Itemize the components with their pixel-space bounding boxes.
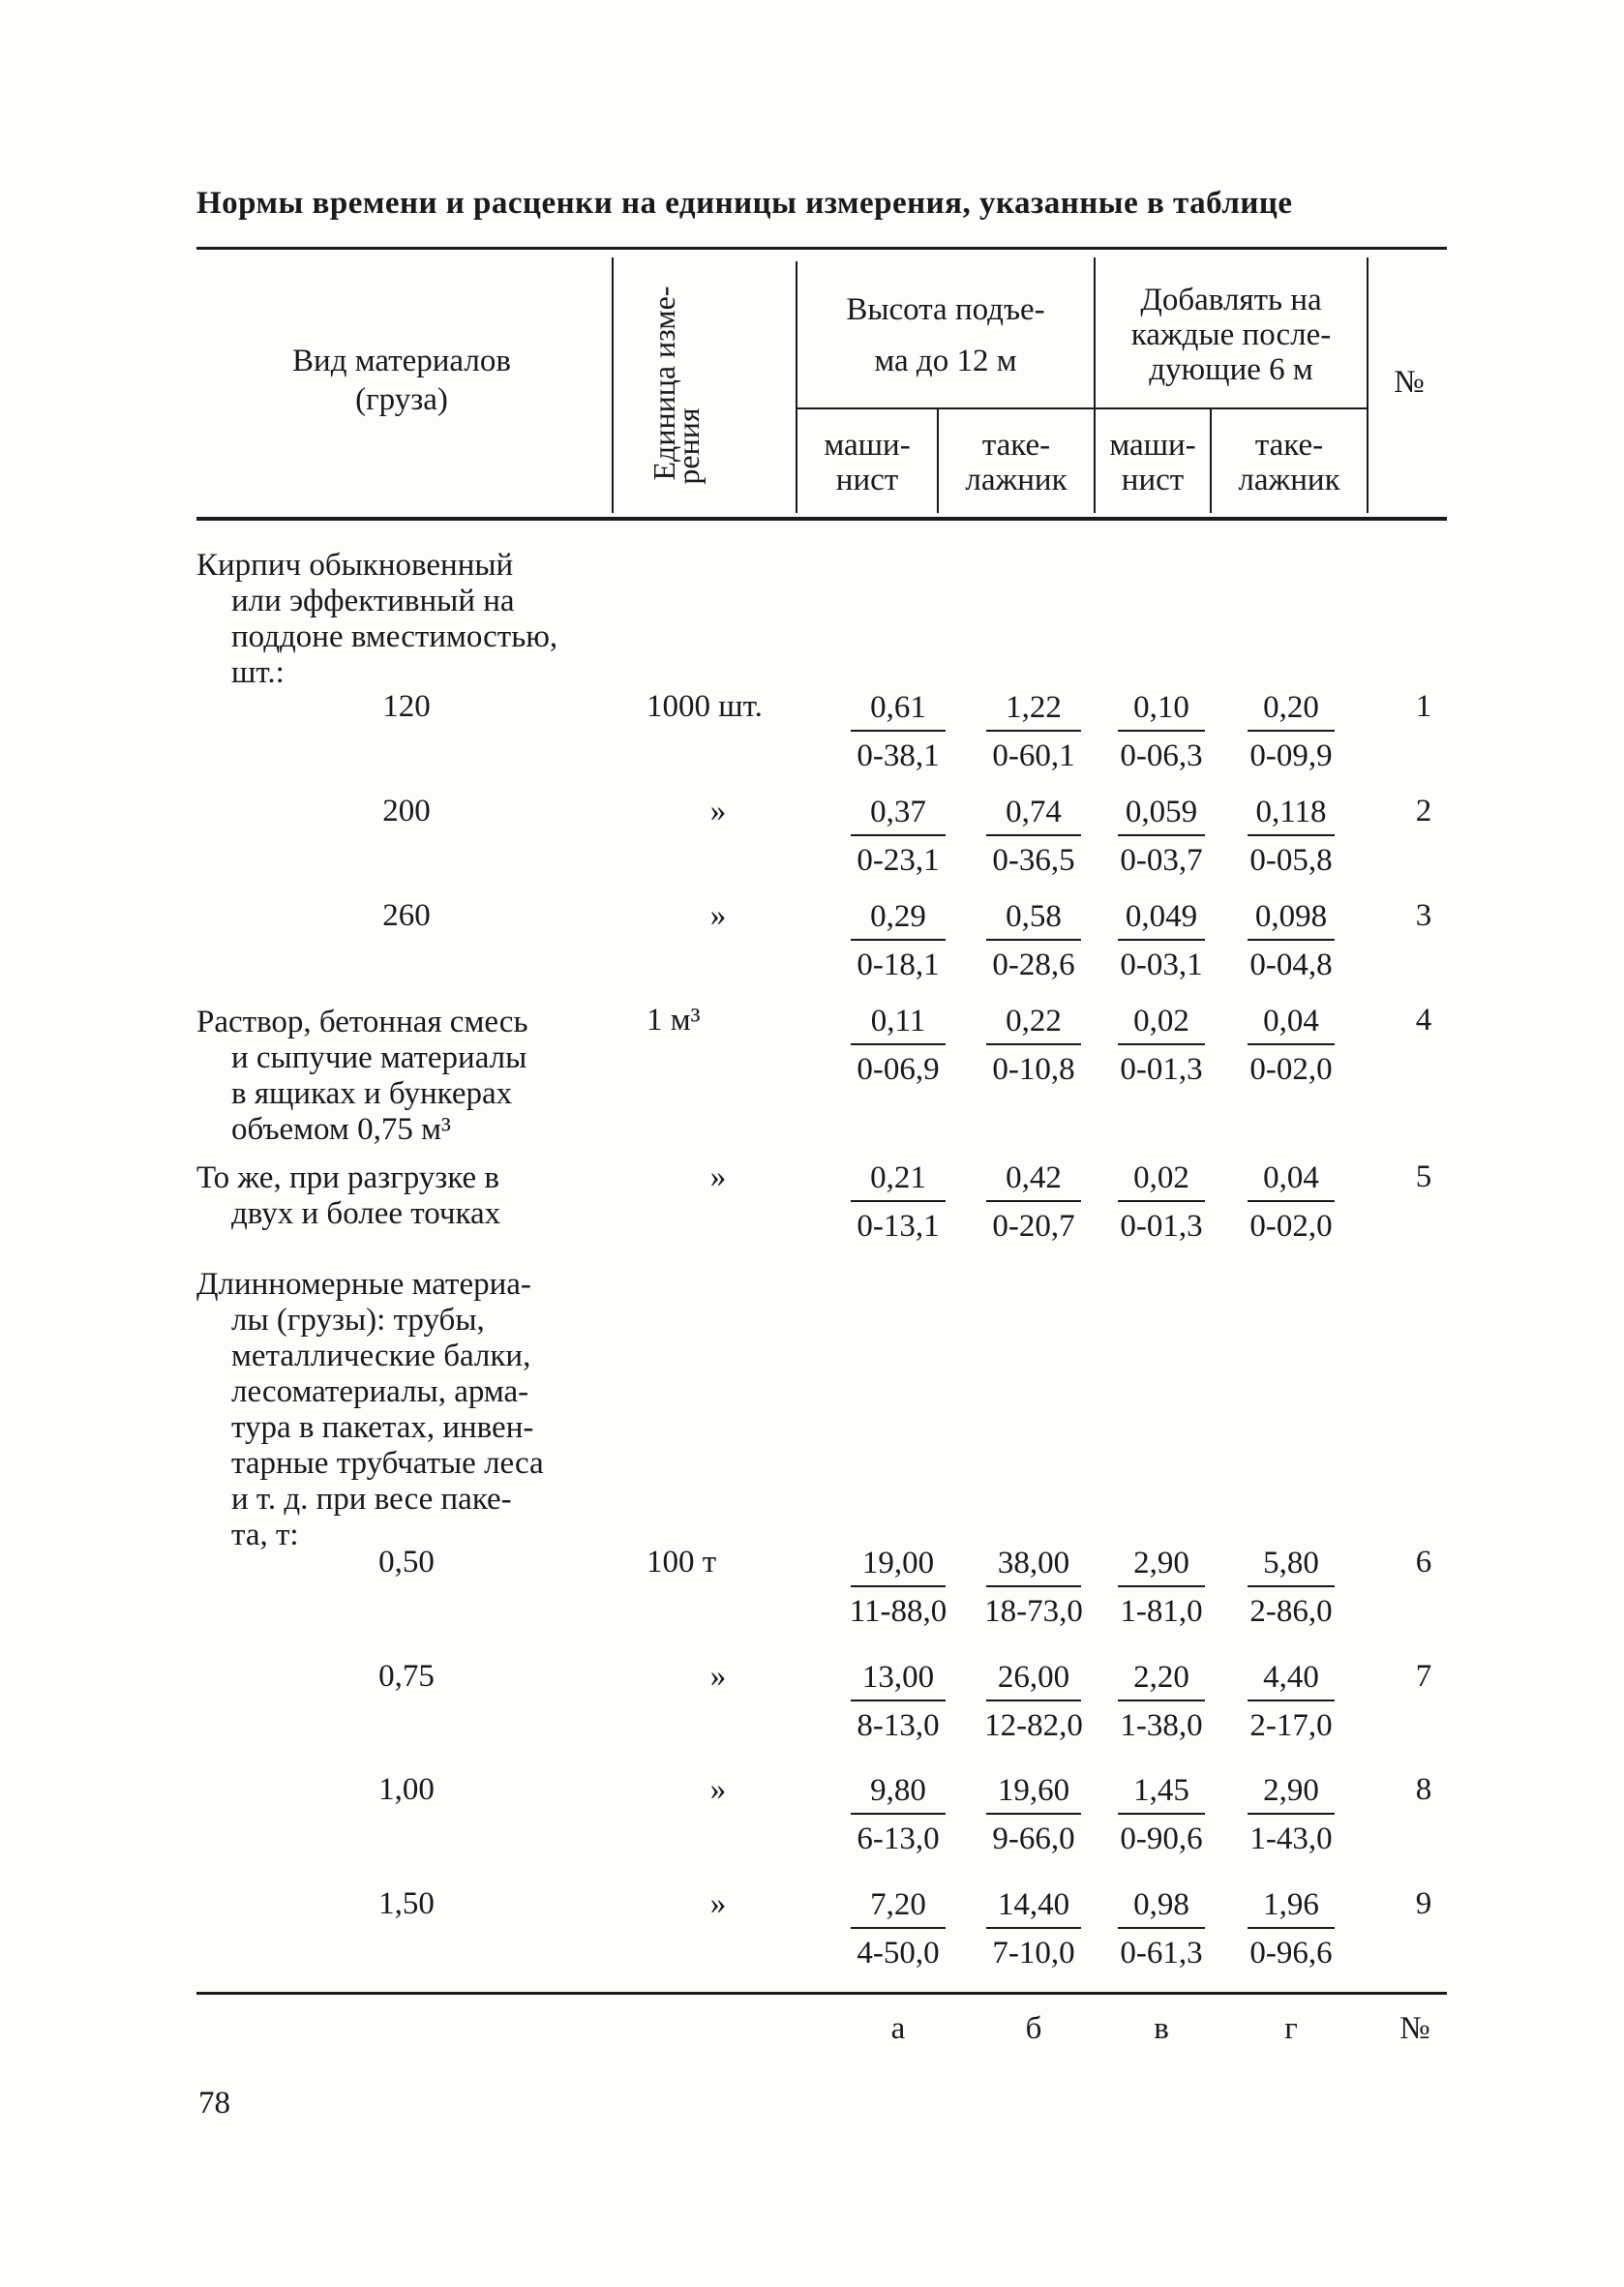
price-rate: 0-60,1: [992, 738, 1075, 773]
price-rate: 2-17,0: [1249, 1708, 1333, 1743]
footer-col-c: в: [1154, 2011, 1169, 2046]
time-norm: 0,58: [1006, 899, 1062, 934]
price-rate: 8-13,0: [857, 1708, 940, 1743]
fraction-a: [830, 1768, 966, 1859]
fraction-d: [1223, 790, 1359, 881]
row-subvalue: 0,50: [378, 1545, 435, 1580]
price-rate: 0-38,1: [857, 738, 940, 773]
col-divider: [612, 257, 614, 513]
fraction-a: [830, 894, 966, 985]
fraction-d: [1223, 685, 1359, 776]
row-unit: »: [709, 794, 727, 828]
price-rate: 0-05,8: [1249, 843, 1333, 878]
price-rate: 18-73,0: [984, 1594, 1083, 1629]
fraction-d: [1223, 1882, 1359, 1973]
group-label-brick: Кирпич обыкновенный или эффективный на поддоне вместимостью, шт.:: [196, 548, 558, 690]
time-norm: 0,22: [1006, 1004, 1062, 1038]
row-number: 5: [1415, 1159, 1432, 1194]
time-norm: 1,22: [1006, 690, 1062, 725]
price-rate: 1-81,0: [1120, 1594, 1203, 1629]
fraction-c: [1094, 1882, 1229, 1973]
price-rate: 0-02,0: [1249, 1052, 1333, 1087]
price-rate: 0-28,6: [992, 948, 1075, 982]
price-rate: 9-66,0: [992, 1821, 1075, 1856]
price-rate: 0-03,7: [1120, 843, 1203, 878]
fraction-c: [1094, 1768, 1229, 1859]
fraction-a: [830, 1156, 966, 1247]
row-number: 7: [1415, 1659, 1432, 1694]
header-material: Вид материалов (груза): [292, 344, 511, 417]
header-bottom-rule: [196, 517, 1447, 521]
price-rate: 0-20,7: [992, 1209, 1075, 1244]
header-machinist-a: маши- нист: [824, 428, 911, 497]
row-number: 6: [1415, 1545, 1432, 1580]
price-rate: 0-01,3: [1120, 1052, 1203, 1087]
price-rate: 0-01,3: [1120, 1209, 1203, 1244]
header-height: Высота подъе- ма до 12 м: [846, 292, 1045, 378]
fraction-a: [830, 1541, 966, 1632]
header-add: Добавлять на каждые после- дующие 6 м: [1130, 283, 1332, 387]
time-norm: 0,02: [1133, 1160, 1189, 1195]
fraction-d: [1223, 999, 1359, 1090]
time-norm: 7,20: [870, 1887, 926, 1922]
row-unit: »: [709, 1159, 727, 1194]
time-norm: 0,29: [870, 899, 926, 934]
time-norm: 0,20: [1263, 690, 1319, 725]
fraction-c: [1094, 894, 1229, 985]
fraction-d: [1223, 1655, 1359, 1746]
time-norm: 0,04: [1263, 1160, 1319, 1195]
price-rate: 6-13,0: [857, 1821, 940, 1856]
time-norm: 1,45: [1133, 1773, 1189, 1808]
price-rate: 0-18,1: [857, 948, 940, 982]
fraction-b: [966, 999, 1101, 1090]
table-bottom-rule: [196, 1992, 1447, 1995]
fraction-c: [1094, 685, 1229, 776]
time-norm: 2,20: [1133, 1660, 1189, 1695]
price-rate: 0-06,3: [1120, 738, 1203, 773]
fraction-d: [1223, 1768, 1359, 1859]
time-norm: 4,40: [1263, 1660, 1319, 1695]
fraction-c: [1094, 790, 1229, 881]
col-divider: [1367, 257, 1368, 513]
header-top-rule: [196, 247, 1447, 250]
fraction-c: [1094, 1655, 1229, 1746]
time-norm: 0,118: [1255, 795, 1327, 829]
time-norm: 9,80: [870, 1773, 926, 1808]
header-rigger-b: таке- лажник: [965, 428, 1068, 497]
time-norm: 5,80: [1263, 1546, 1319, 1580]
time-norm: 0,059: [1125, 795, 1198, 829]
fraction-b: [966, 1655, 1101, 1746]
fraction-b: [966, 894, 1101, 985]
row-number: 9: [1415, 1886, 1432, 1921]
fraction-a: [830, 790, 966, 881]
col-divider: [796, 261, 797, 513]
fraction-c: [1094, 999, 1229, 1090]
row-unit: 1000 шт.: [647, 689, 763, 724]
time-norm: 0,21: [870, 1160, 926, 1195]
price-rate: 0-36,5: [992, 843, 1075, 878]
price-rate: 0-02,0: [1249, 1209, 1333, 1244]
price-rate: 1-43,0: [1249, 1821, 1333, 1856]
price-rate: 4-50,0: [857, 1936, 940, 1971]
time-norm: 0,02: [1133, 1004, 1189, 1038]
time-norm: 2,90: [1133, 1546, 1189, 1580]
time-norm: 26,00: [997, 1660, 1070, 1695]
price-rate: 0-09,9: [1249, 738, 1333, 773]
price-rate: 0-96,6: [1249, 1936, 1333, 1971]
price-rate: 0-23,1: [857, 843, 940, 878]
fraction-a: [830, 999, 966, 1090]
group-label-mortar: Раствор, бетонная смесь и сыпучие материалы в ящиках и бункерах объемом 0,75 м³: [196, 1005, 528, 1147]
fraction-a: [830, 685, 966, 776]
row-unit: 100 т: [647, 1545, 717, 1580]
row-number: 2: [1415, 794, 1432, 828]
fraction-b: [966, 790, 1101, 881]
fraction-c: [1094, 1541, 1229, 1632]
fraction-d: [1223, 1541, 1359, 1632]
time-norm: 0,098: [1254, 899, 1328, 934]
price-rate: 0-10,8: [992, 1052, 1075, 1087]
row-unit: »: [709, 898, 727, 933]
price-rate: 11-88,0: [849, 1594, 947, 1629]
row-number: 1: [1415, 689, 1432, 724]
row-subvalue: 1,00: [378, 1772, 435, 1807]
row-subvalue: 260: [382, 898, 431, 933]
footer-col-no: №: [1399, 2011, 1430, 2046]
header-unit-line1: Единица изме-: [647, 286, 681, 481]
price-rate: 1-38,0: [1120, 1708, 1203, 1743]
sub-header-rule: [1096, 407, 1367, 409]
header-rigger-d: таке- лажник: [1238, 428, 1340, 497]
page-number: 78: [198, 2086, 230, 2121]
time-norm: 0,37: [870, 795, 926, 829]
fraction-c: [1094, 1156, 1229, 1247]
fraction-b: [966, 685, 1101, 776]
row-subvalue: 120: [382, 689, 431, 724]
fraction-b: [966, 1156, 1101, 1247]
time-norm: 19,00: [861, 1546, 935, 1580]
row-number: 8: [1415, 1772, 1432, 1807]
row-number: 3: [1415, 898, 1432, 933]
time-norm: 0,42: [1006, 1160, 1062, 1195]
fraction-d: [1223, 894, 1359, 985]
price-rate: 7-10,0: [992, 1936, 1075, 1971]
row-unit: »: [709, 1659, 727, 1694]
fraction-b: [966, 1541, 1101, 1632]
footer-col-b: б: [1025, 2011, 1042, 2046]
fraction-b: [966, 1768, 1101, 1859]
page-title: Нормы времени и расценки на единицы измерения, указанные в таблице: [196, 186, 1293, 221]
header-machinist-c: маши- нист: [1109, 428, 1196, 497]
time-norm: 0,04: [1263, 1004, 1319, 1038]
row-subvalue: 0,75: [378, 1659, 435, 1694]
fraction-a: [830, 1655, 966, 1746]
time-norm: 19,60: [997, 1773, 1070, 1808]
price-rate: 0-13,1: [857, 1209, 940, 1244]
footer-col-d: г: [1284, 2011, 1298, 2046]
fraction-b: [966, 1882, 1101, 1973]
group-label-same: То же, при разгрузке в двух и более точках: [196, 1160, 501, 1231]
price-rate: 0-03,1: [1120, 948, 1203, 982]
row-unit: »: [709, 1772, 727, 1807]
row-unit: 1 м³: [647, 1003, 701, 1038]
price-rate: 2-86,0: [1249, 1594, 1333, 1629]
time-norm: 14,40: [997, 1887, 1070, 1922]
time-norm: 0,74: [1006, 795, 1062, 829]
price-rate: 12-82,0: [984, 1708, 1083, 1743]
fraction-a: [830, 1882, 966, 1973]
header-unit-line2: рения: [671, 407, 706, 485]
row-subvalue: 1,50: [378, 1886, 435, 1921]
group-label-long: Длинномерные материа- лы (грузы): трубы, металлические балки, лесоматериалы, арма- тура в пакетах, инвен- тарные трубчатые леса и т. д. при весе паке- та, т:: [196, 1267, 544, 1552]
row-subvalue: 200: [382, 794, 431, 828]
time-norm: 0,10: [1133, 690, 1189, 725]
time-norm: 0,11: [870, 1004, 926, 1038]
footer-col-a: а: [890, 2011, 906, 2046]
price-rate: 0-06,9: [857, 1052, 940, 1087]
sub-header-rule: [797, 407, 1094, 409]
fraction-d: [1223, 1156, 1359, 1247]
time-norm: 0,049: [1125, 899, 1198, 934]
time-norm: 13,00: [861, 1660, 935, 1695]
header-no: №: [1394, 365, 1425, 400]
time-norm: 1,96: [1263, 1887, 1319, 1922]
price-rate: 0-61,3: [1120, 1936, 1203, 1971]
time-norm: 38,00: [997, 1546, 1070, 1580]
time-norm: 0,98: [1133, 1887, 1189, 1922]
row-number: 4: [1415, 1003, 1432, 1038]
time-norm: 2,90: [1263, 1773, 1319, 1808]
price-rate: 0-90,6: [1120, 1821, 1203, 1856]
time-norm: 0,61: [870, 690, 926, 725]
price-rate: 0-04,8: [1249, 948, 1333, 982]
row-unit: »: [709, 1886, 727, 1921]
